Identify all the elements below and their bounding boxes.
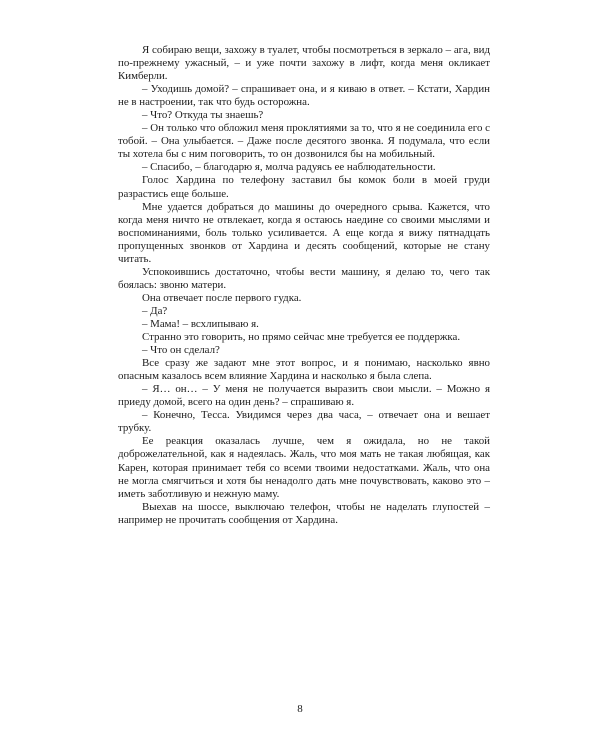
paragraph: Я собираю вещи, захожу в туалет, чтобы посмотреться в зеркало – ага, вид по-прежнему ужасный, – и уже почти захожу в лифт, когда меня окликает Кимберли.	[118, 44, 490, 83]
paragraph: – Да?	[142, 304, 168, 317]
paragraph: Странно это говорить, но прямо сейчас мне требуется ее поддержка.	[142, 331, 461, 344]
paragraph: – Я… он… – У меня не получается выразить свои мысли. – Можно я приеду домой, всего на один день? – спрашиваю я.	[118, 383, 490, 409]
paragraph: – Что? Откуда ты знаешь?	[142, 109, 264, 122]
paragraph: Она отвечает после первого гудка.	[142, 291, 302, 304]
paragraph: Ее реакция оказалась лучше, чем я ожидала, но не такой доброжелательной, как я надеялась. Жаль, что моя мать не такая любящая, как Карен, которая принимает тебя со всеми твоими недостатками. Жаль, что она не могла смягчиться и хотя бы ненадолго дать мне почувствовать, каково это – иметь заботливую и нежную маму.	[118, 435, 490, 500]
page-number: 8	[297, 703, 303, 715]
paragraph: – Конечно, Тесса. Увидимся через два часа, – отвечает она и вешает трубку.	[118, 409, 490, 435]
paragraph: – Он только что обложил меня проклятиями за то, что я не соединила его с тобой. – Она улыбается. – Даже после десятого звонка. Я подумала, что если ты хотела бы с ним поговорить, то он дозвонился бы на мобильный.	[118, 122, 490, 161]
paragraph: Успокоившись достаточно, чтобы вести машину, я делаю то, чего так боялась: звоню матери.	[118, 265, 490, 291]
paragraph: – Спасибо, – благодарю я, молча радуясь ее наблюдательности.	[142, 161, 436, 174]
paragraph: Мне удается добраться до машины до очередного срыва. Кажется, что когда меня ничто не отвлекает, когда я остаюсь наедине со своими мыслями и воспоминаниями, боль только усиливается. А еще когда я вижу пятнадцать пропущенных звонков от Хардина и десять сообщений, которые не стану читать.	[118, 200, 490, 265]
paragraph: Все сразу же задают мне этот вопрос, и я понимаю, насколько явно опасным казалось всем влияние Хардина и насколько я была слепа.	[118, 357, 490, 383]
paragraph: – Уходишь домой? – спрашивает она, и я киваю в ответ. – Кстати, Хардин не в настроении, так что будь осторожна.	[118, 83, 490, 109]
paragraph: – Что он сделал?	[142, 344, 220, 357]
paragraph: Голос Хардина по телефону заставил бы комок боли в моей груди разрастись еще больше.	[118, 174, 490, 200]
paragraph: Выехав на шоссе, выключаю телефон, чтобы не наделать глупостей – например не прочитать сообщения от Хардина.	[118, 500, 490, 526]
body-text	[118, 44, 490, 527]
paragraph: – Мама! – всхлипываю я.	[142, 317, 259, 330]
